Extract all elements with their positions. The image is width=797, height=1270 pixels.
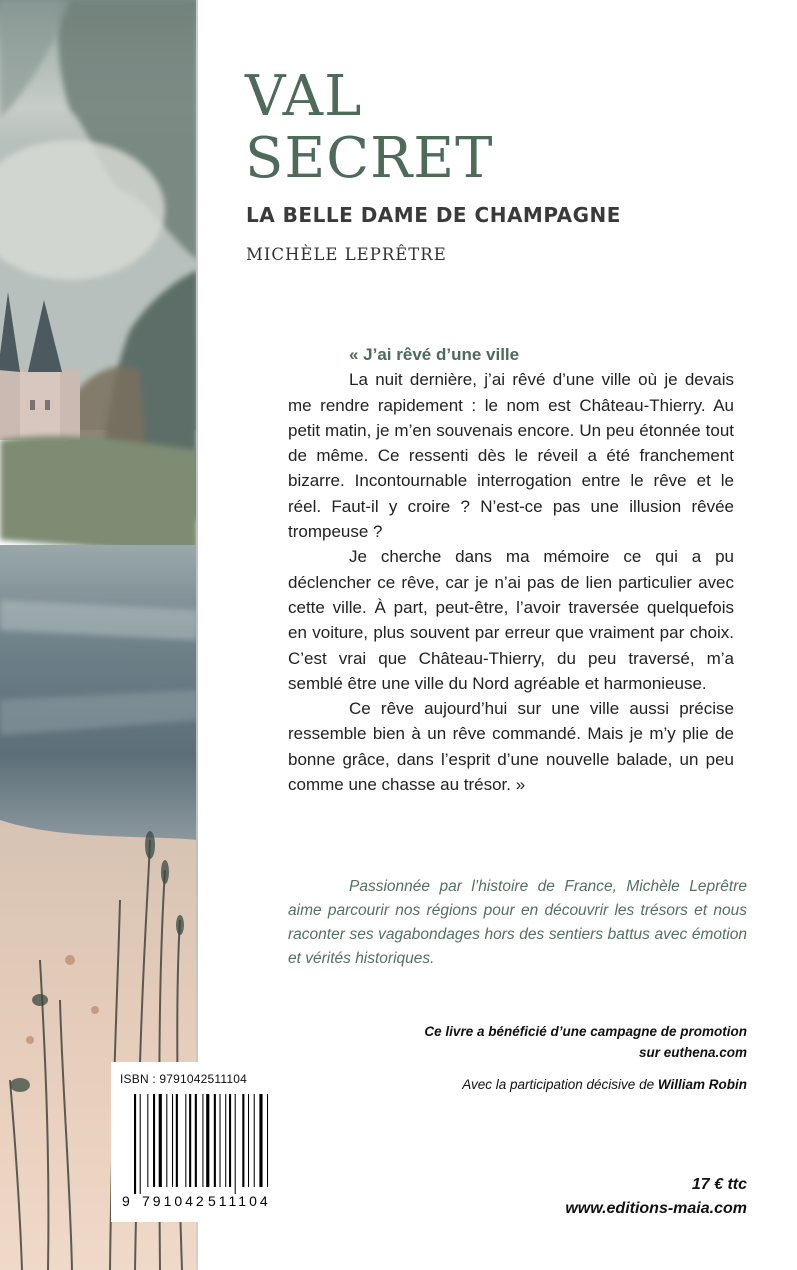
barcode-bar (189, 1094, 191, 1187)
barcode-bar (134, 1094, 136, 1194)
barcode-bar (185, 1094, 186, 1187)
barcode-bar (206, 1094, 209, 1187)
barcode-bar (229, 1094, 231, 1187)
barcode-digit-first: 9 (122, 1193, 130, 1209)
promotion-line-2: sur euthena.com (638, 1045, 747, 1060)
barcode-bar (153, 1094, 155, 1187)
participation-prefix: Avec la participation décisive de (462, 1077, 655, 1092)
author-name: MICHÈLE LEPRÊTRE (246, 245, 447, 264)
barcode-bar (254, 1094, 255, 1187)
barcode-bar (166, 1094, 167, 1187)
barcode-bar (140, 1094, 141, 1194)
promotion-campaign-note (424, 1021, 747, 1063)
excerpt-paragraph: Je cherche dans ma mémoire ce qui a pu déclencher ce rêve, car je n’ai pas de lien particulier avec cette ville. À part, peut-être, l’avoir traversée quelquefois en voiture, plus souvent par erreur que vraiment par choix. C’est vrai que Château-Thierry, du peu traversé, m’a semblé être une ville du Nord agréable et harmonieuse. (288, 547, 734, 693)
excerpt-paragraph: Ce rêve aujourd’hui sur une ville aussi précise ressemble bien à un rêve commandé. Mais je m’y plie de bonne grâce, dans l’esprit d’une nouvelle balade, un peu comme une chasse au trésor. » (288, 699, 734, 795)
excerpt-paragraph: La nuit dernière, j’ai rêvé d’une ville où je devais me rendre rapidement : le nom est Château-Thierry. Au petit matin, je m’en souvenais encore. Un peu étonnée tout de même. Ce ressenti dès le réveil a été franchement bizarre. Incontournable interrogation entre le rêve et le réel. Faut-il y croire ? N’est-ce pas une illusion rêvée trompeuse ? (288, 370, 734, 542)
barcode-panel (111, 1062, 283, 1222)
publisher-website: www.editions-maia.com (565, 1200, 747, 1217)
barcode-bar (176, 1094, 178, 1187)
barcode-bar (225, 1094, 226, 1187)
participation-name: William Robin (657, 1077, 747, 1092)
barcode (120, 1094, 274, 1210)
barcode-bar (267, 1094, 268, 1187)
barcode-bar (259, 1094, 262, 1187)
barcode-bar (147, 1094, 148, 1187)
barcode-bar (195, 1094, 197, 1187)
barcode-bar (248, 1094, 249, 1187)
book-title-line1: VAL (245, 64, 363, 129)
barcode-bar (235, 1094, 236, 1194)
barcode-bar (172, 1094, 173, 1187)
promotion-participation-note (462, 1074, 747, 1095)
barcode-bar (242, 1094, 244, 1187)
book-title-line2: SECRET (245, 126, 494, 191)
barcode-digits-right: 511104 (208, 1193, 271, 1209)
isbn-label: ISBN : 9791042511104 (120, 1072, 247, 1086)
barcode-bar (159, 1094, 162, 1187)
price-label: 17 € ttc (691, 1176, 747, 1193)
back-cover-excerpt (288, 342, 734, 797)
barcode-bar (214, 1094, 216, 1187)
excerpt-heading: « J’ai rêvé d’une ville (349, 345, 520, 364)
barcode-bar (220, 1094, 221, 1187)
barcode-bar (202, 1094, 203, 1187)
book-subtitle: LA BELLE DAME DE CHAMPAGNE (246, 203, 621, 227)
barcode-digits-left: 791042 (142, 1193, 207, 1209)
promotion-line-1: Ce livre a bénéficié d’une campagne de promotion (424, 1024, 747, 1039)
author-bio: Passionnée par l’histoire de France, Michèle Leprêtre aime parcourir nos régions pour en découvrir les trésors et nous raconter ses vagabondages hors des sentiers battus avec émotion et vérités historiques. (288, 878, 747, 967)
book-title (245, 66, 493, 190)
